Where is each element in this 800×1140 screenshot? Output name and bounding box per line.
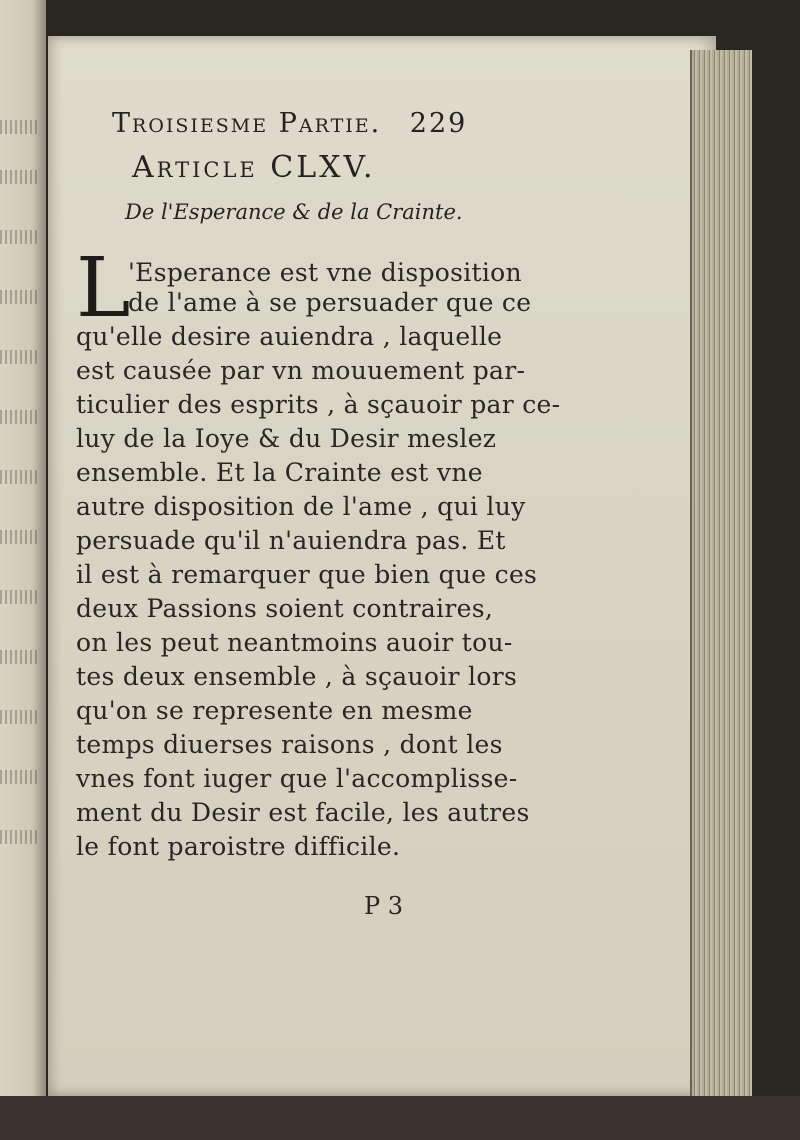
text-line: tes deux ensemble , à sçauoir lors	[76, 662, 518, 691]
text-line: ensemble. Et la Crainte est vne	[76, 458, 483, 487]
text-line: de l'ame à se persuader que ce	[128, 288, 532, 317]
signature-mark: P 3	[364, 892, 404, 920]
running-header	[112, 108, 492, 139]
text-line: il est à remarquer que bien que ces	[76, 560, 538, 589]
background-table	[0, 1096, 800, 1140]
article-title: Article CLXV.	[132, 150, 376, 185]
text-line: ment du Desir est facile, les autres	[76, 798, 530, 827]
text-line: 'Esperance est vne disposition	[128, 258, 522, 287]
text-line: luy de la Ioye & du Desir meslez	[76, 424, 497, 453]
drop-initial: L	[76, 241, 131, 336]
text-line: qu'on se represente en mesme	[76, 696, 473, 725]
page-number: 229	[409, 108, 468, 139]
facing-page-edge	[0, 0, 46, 1140]
text-line: autre disposition de l'ame , qui luy	[76, 492, 526, 521]
text-line: deux Passions soient contraires,	[76, 594, 494, 623]
text-line: vnes font iuger que l'accomplisse-	[76, 764, 518, 793]
text-line: ticulier des esprits , à sçauoir par ce-	[76, 390, 561, 419]
text-line: est causée par vn mouuement par-	[76, 356, 526, 385]
page-block-edge	[690, 50, 752, 1100]
text-line: qu'elle desire auiendra , laquelle	[76, 322, 503, 351]
running-header-title: Troisiesme Partie.	[112, 108, 382, 139]
text-line: on les peut neantmoins auoir tou-	[76, 628, 513, 657]
article-subtitle: De l'Esperance & de la Crainte.	[125, 200, 463, 224]
text-line: temps diuerses raisons , dont les	[76, 730, 503, 759]
text-line: persuade qu'il n'auiendra pas. Et	[76, 526, 506, 555]
text-line: le font paroistre difficile.	[76, 832, 401, 861]
